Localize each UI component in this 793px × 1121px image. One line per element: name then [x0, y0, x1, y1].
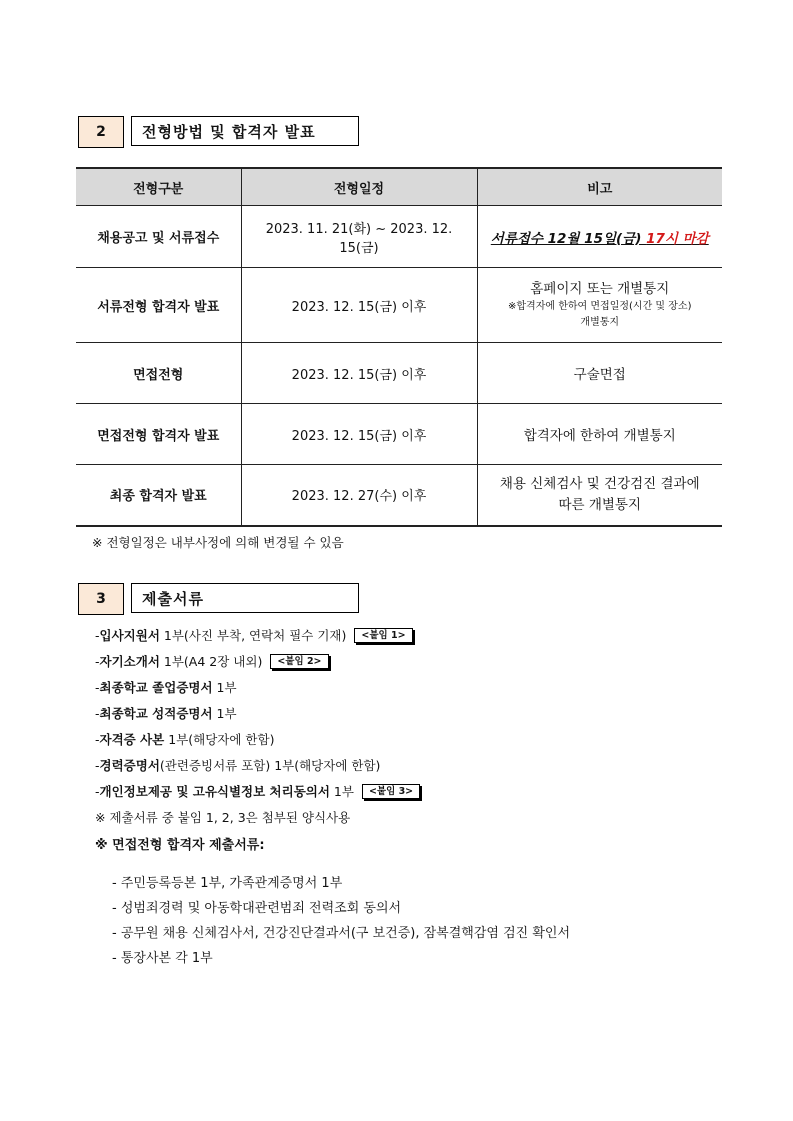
section-3-header	[78, 583, 359, 615]
list-item: - 성범죄경력 및 아동학대관련범죄 전력조회 동의서	[112, 901, 402, 916]
section-number: 2	[78, 116, 124, 148]
list-item: - 통장사본 각 1부	[112, 951, 213, 966]
stage-cell: 서류전형 합격자 발표	[76, 268, 241, 343]
date-cell: 2023. 12. 15(금) 이후	[241, 268, 477, 343]
date-cell: 2023. 12. 27(수) 이후	[241, 465, 477, 526]
document-name: 경력증명서	[99, 758, 160, 773]
document-name: 개인정보제공 및 고유식별정보 처리동의서	[99, 784, 330, 799]
section-title: 제출서류	[131, 583, 359, 613]
deadline-note	[491, 231, 709, 247]
document-detail: 1부	[216, 706, 237, 721]
document-name: 자격증 사본	[99, 732, 165, 747]
note-line: 홈페이지 또는 개별통지	[530, 281, 670, 297]
table-row	[76, 343, 722, 404]
note-cell	[477, 206, 722, 268]
interview-docs-heading: ※ 면접전형 합격자 제출서류:	[95, 837, 265, 853]
section-2-header	[78, 116, 359, 148]
list-item: - 공무원 채용 신체검사서, 건강진단결과서(구 보건증), 잠복결핵감염 검진 확인서	[112, 926, 571, 941]
document-detail: 1부	[216, 680, 237, 695]
document-note: ※ 제출서류 중 붙임 1, 2, 3은 첨부된 양식사용	[95, 810, 351, 825]
attachment-tag: <붙임 1>	[354, 628, 412, 643]
document-name: 최종학교 성적증명서	[99, 706, 213, 721]
column-header: 비고	[477, 168, 722, 206]
list-dash: -	[95, 653, 100, 669]
stage-cell: 면접전형 합격자 발표	[76, 404, 241, 465]
list-item	[95, 674, 420, 700]
interview-document-list	[112, 869, 570, 969]
note-line: 채용 신체검사 및 건강검진 결과에	[499, 475, 700, 492]
date-cell: 2023. 12. 15(금) 이후	[241, 343, 477, 404]
column-header: 전형구분	[76, 168, 241, 206]
document-detail: 1부(해당자에 한함)	[168, 732, 275, 747]
section-title: 전형방법 및 합격자 발표	[131, 116, 359, 146]
list-item	[95, 778, 420, 804]
list-item	[95, 622, 420, 648]
list-item	[95, 726, 420, 752]
list-item	[95, 648, 420, 674]
document-name: 입사지원서	[99, 628, 160, 643]
note-cell: 합격자에 한하여 개별통지	[477, 404, 722, 465]
date-cell: 2023. 12. 15(금) 이후	[241, 404, 477, 465]
document-name: 자기소개서	[99, 654, 160, 669]
list-dash: -	[95, 757, 100, 773]
list-dash: -	[95, 731, 100, 747]
schedule-footnote: ※ 전형일정은 내부사정에 의해 변경될 수 있음	[92, 535, 344, 550]
stage-cell: 최종 합격자 발표	[76, 465, 241, 526]
note-cell	[477, 465, 722, 526]
table-row	[76, 206, 722, 268]
list-item	[95, 700, 420, 726]
document-list	[95, 622, 420, 856]
attachment-tag: <붙임 2>	[270, 654, 328, 669]
document-detail: 1부	[333, 784, 354, 799]
list-item: - 주민등록등본 1부, 가족관계증명서 1부	[112, 876, 343, 891]
list-dash: -	[95, 705, 100, 721]
list-dash: -	[95, 679, 100, 695]
table-row	[76, 465, 722, 526]
document-detail: 1부(사진 부착, 연락처 필수 기재)	[163, 628, 347, 643]
note-line: 개별통지	[580, 317, 620, 328]
document-detail: 1부(A4 2장 내외)	[163, 654, 263, 669]
list-dash: -	[95, 783, 100, 799]
table-row	[76, 404, 722, 465]
note-cell: 구술면접	[477, 343, 722, 404]
attachment-tag: <붙임 3>	[362, 784, 420, 799]
section-number: 3	[78, 583, 124, 615]
document-detail: (관련증빙서류 포함) 1부(해당자에 한함)	[159, 758, 381, 773]
stage-cell: 면접전형	[76, 343, 241, 404]
note-line: 따른 개별통지	[558, 496, 642, 513]
date-cell: 2023. 11. 21(화) ~ 2023. 12. 15(금)	[241, 206, 477, 268]
stage-cell: 채용공고 및 서류접수	[76, 206, 241, 268]
list-item	[95, 752, 420, 778]
note-cell	[477, 268, 722, 343]
document-name: 최종학교 졸업증명서	[99, 680, 213, 695]
table-header-row	[76, 168, 722, 206]
deadline-time: 17시 마감	[646, 230, 709, 247]
list-dash: -	[95, 627, 100, 643]
schedule-table	[76, 167, 722, 527]
deadline-text: 서류접수 12월 15일(금)	[490, 230, 647, 247]
table-row	[76, 268, 722, 343]
note-line: ※합격자에 한하여 면접일정(시간 및 장소)	[508, 301, 692, 312]
column-header: 전형일정	[241, 168, 477, 206]
